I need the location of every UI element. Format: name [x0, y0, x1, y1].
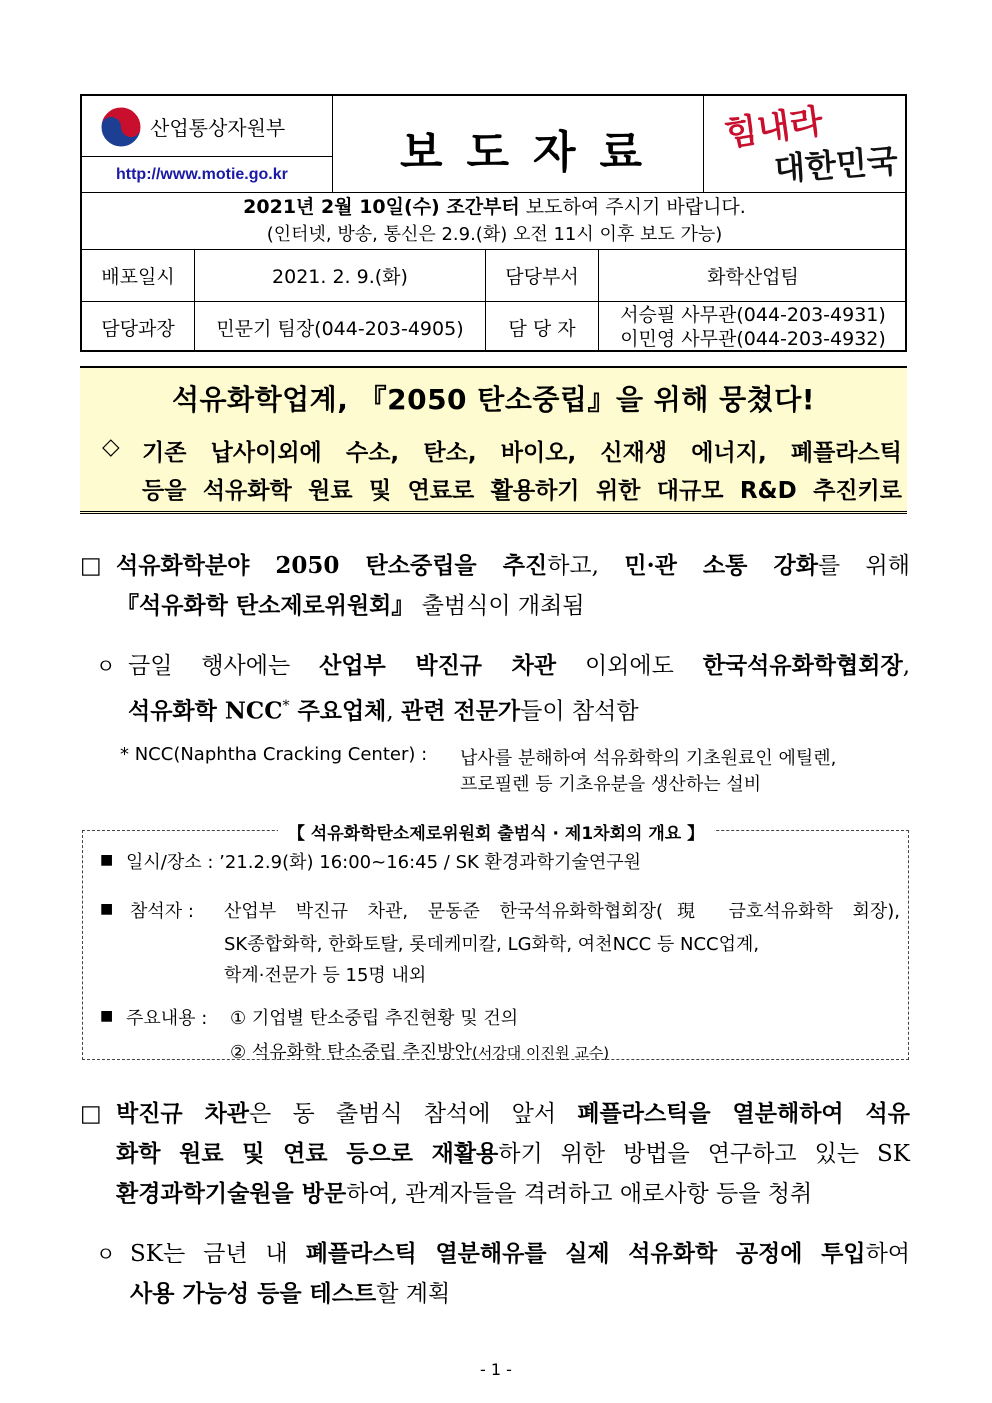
footnote-mark: *: [282, 698, 290, 714]
section1-line1: [116, 546, 910, 586]
text-bold: 환경과학기술원을 방문: [116, 1180, 347, 1207]
divider: [82, 192, 907, 193]
attendees-label: 참석자 :: [130, 901, 194, 922]
text-bold: 석유화학 NCC: [128, 697, 283, 725]
press-header-table: [80, 94, 907, 352]
text: 이외에도: [556, 653, 703, 679]
headline: 석유화학업계, 『2050 탄소중립』을 위해 뭉쳤다!: [171, 383, 816, 416]
text-bold: 산업부 박진규 차관: [319, 652, 557, 679]
contact-2: 이민영 사무관(044-203-4932): [620, 328, 886, 350]
footnote-line2: 프로필렌 등 기초유분을 생산하는 설비: [460, 774, 762, 795]
embargo-note: (인터넷, 방송, 통신은 2.9.(화) 오전 11시 이후 보도 가능): [266, 224, 723, 245]
sub-bullet: ◇: [102, 434, 120, 460]
text-bold: 주요업체: [289, 697, 387, 725]
event-summary-title: 【 석유화학탄소제로위원회 출범식 · 제1차회의 개요 】: [278, 824, 714, 844]
section2-sub-line1: [130, 1234, 910, 1274]
contact-label: 담 당 자: [508, 317, 576, 340]
presenter: (서강대 이진원 교수): [471, 1044, 610, 1062]
text: ,: [386, 698, 402, 725]
text-bold: 한국석유화학협회장: [702, 652, 903, 679]
agenda-item-1: ① 기업별 탄소중립 추진현황 및 건의: [230, 1008, 519, 1029]
text-bold: 민·관 소통 강화: [624, 552, 818, 579]
divider: [332, 96, 333, 192]
section1-sub-line2: [128, 686, 639, 732]
text: ② 석유화학 탄소중립 추진방안: [230, 1042, 472, 1063]
attendees-line1: 산업부 박진규 차관, 문동준 한국석유화학협회장(現 금호석유화학 회장),: [224, 901, 900, 922]
agenda-label: 주요내용 :: [126, 1008, 208, 1029]
committee-name: 『석유화학 탄소제로위원회』: [116, 592, 415, 619]
slogan-line1: 힘내라: [722, 101, 826, 155]
bullet-icon: ■: [100, 852, 114, 868]
doc-type-title: 보도자료: [400, 127, 667, 178]
section1-sub-bullet: ㅇ: [96, 654, 116, 678]
headline-box: [80, 366, 907, 514]
subheadline-line2: 등을 석유화학 원료 및 연료로 활용하기 위한 대규모 R&D 추진키로: [142, 478, 902, 504]
event-datetime-place: 일시/장소 : ’21.2.9(화) 16:00~16:45 / SK 환경과학기술연구원: [126, 852, 642, 873]
attendees-line3: 학계·전문가 등 15명 내외: [224, 965, 427, 986]
section2-sub-line2: [130, 1274, 450, 1314]
section1-sub-line1: [128, 646, 910, 686]
text-bold: 석유화학분야 2050 탄소중립을 추진: [116, 552, 548, 579]
text: 금일 행사에는: [128, 653, 320, 679]
release-date-label: 배포일시: [101, 265, 175, 288]
slogan-line2: 대한민국: [772, 141, 899, 189]
page-number: - 1 -: [480, 1360, 512, 1379]
text: 출범식이 개최됨: [414, 593, 585, 619]
text: 은 동 출범식 참석에 앞서: [249, 1101, 578, 1127]
text-bold: 박진규 차관: [116, 1100, 250, 1127]
manager-label: 담당과장: [101, 317, 175, 340]
footnote-line1: 납사를 분해하여 석유화학의 기초원료인 에틸렌,: [460, 748, 837, 769]
taegeuk-logo-icon: [100, 106, 142, 148]
section2-line3: [116, 1174, 812, 1214]
contact-values: [599, 302, 907, 352]
subheadline-line1: 기존 납사이외에 수소, 탄소, 바이오, 신재생 에너지, 폐플라스틱: [142, 440, 902, 466]
section1-line2: [116, 586, 585, 626]
release-date-value: 2021. 2. 9.(화): [272, 265, 408, 288]
section2-sub-bullet: ㅇ: [96, 1242, 116, 1266]
agenda-item-2: [230, 1038, 609, 1064]
text: 하고,: [547, 553, 625, 579]
text: 하여, 관계자들을 격려하고 애로사항 등을 청취: [346, 1181, 813, 1207]
section1-box-bullet: □: [80, 553, 102, 579]
text-bold: 화학 원료 및 연료 등으로 재활용: [116, 1140, 499, 1167]
ministry-name: 산업통상자원부: [150, 116, 286, 140]
embargo-date: 2021년 2월 10일(수) 조간부터: [243, 196, 520, 218]
section2-line2: [116, 1134, 910, 1174]
manager-value: 민문기 팀장(044-203-4905): [216, 317, 464, 340]
section2-line1: [116, 1094, 910, 1134]
text: ,: [902, 653, 910, 679]
bullet-icon: ■: [100, 901, 114, 917]
divider: [703, 96, 704, 192]
contact-1: 서승필 사무관(044-203-4931): [620, 304, 886, 326]
text: 를 위해: [817, 553, 910, 579]
footnote-label: * NCC(Naphtha Cracking Center) :: [120, 744, 428, 765]
text: SK는 금년 내: [130, 1241, 306, 1267]
bullet-icon: ■: [100, 1008, 114, 1024]
department-label: 담당부서: [505, 265, 579, 288]
text-bold: 폐플라스틱을 열분해하여 석유: [577, 1100, 910, 1127]
attendees-line2: SK종합화학, 한화토탈, 롯데케미칼, LG화학, 여천NCC 등 NCC업계,: [224, 934, 760, 955]
text: 들이 참석함: [520, 698, 639, 725]
section2-box-bullet: □: [80, 1101, 102, 1127]
embargo-text: 보도하여 주시기 바랍니다.: [519, 196, 746, 218]
text: 할 계획: [376, 1281, 451, 1307]
text-bold: 관련 전문가: [401, 697, 521, 725]
divider: [82, 156, 332, 157]
text: 하기 위한 방법을 연구하고 있는 SK: [498, 1141, 910, 1167]
text: 하여: [865, 1241, 910, 1267]
ministry-url-link[interactable]: http://www.motie.go.kr: [116, 166, 288, 183]
department-value: 화학산업팀: [707, 265, 799, 288]
embargo-notice: [82, 194, 907, 220]
text-bold: 사용 가능성 등을 테스트: [130, 1280, 377, 1307]
event-summary-title-wrap: [0, 819, 992, 844]
text-bold: 폐플라스틱 열분해유를 실제 석유화학 공정에 투입: [305, 1240, 866, 1267]
